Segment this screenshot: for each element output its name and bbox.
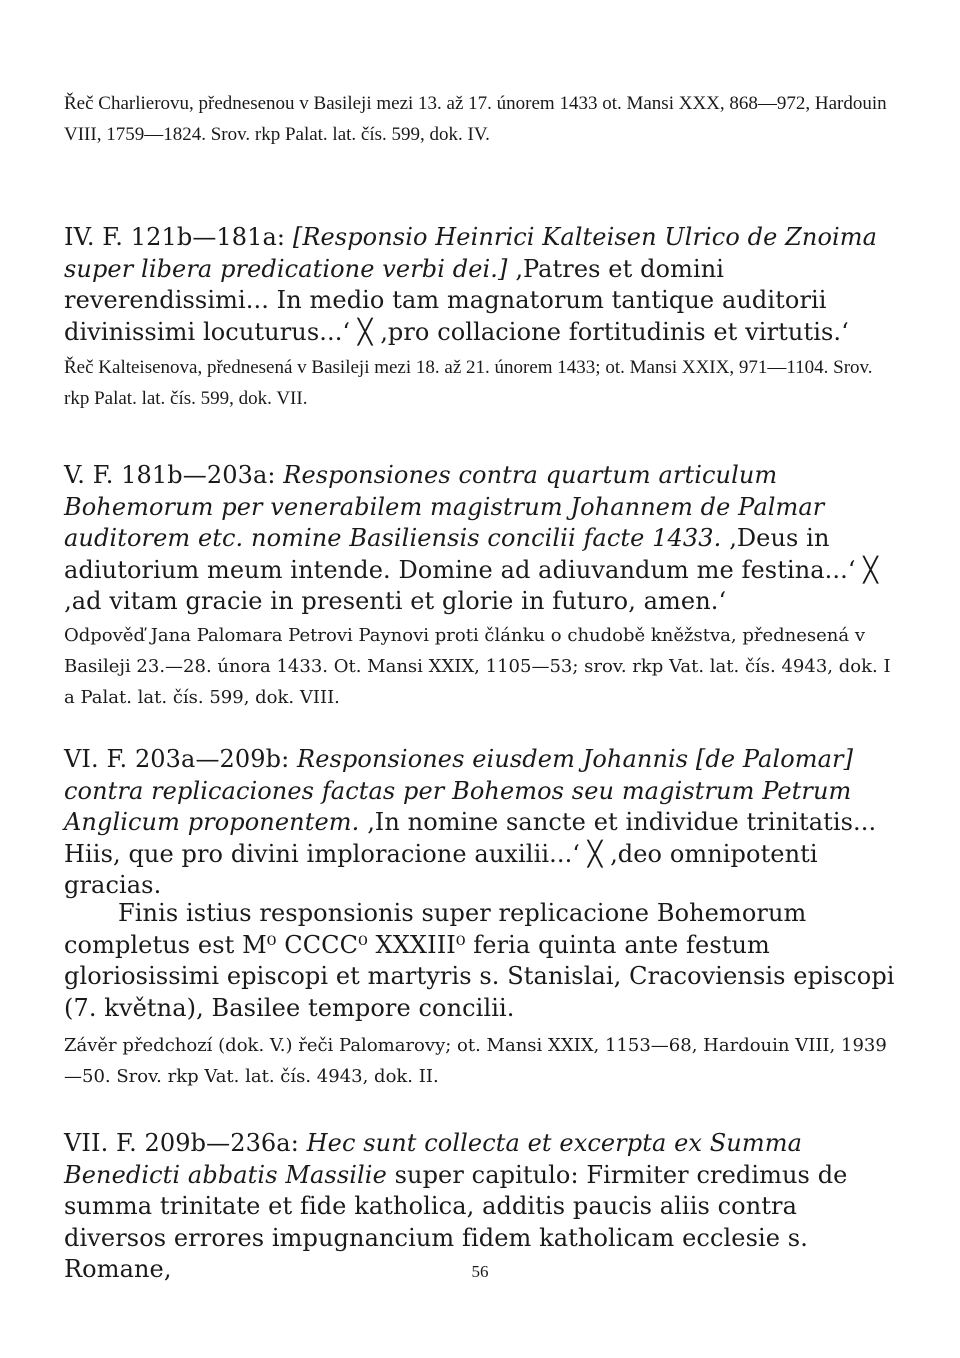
section-vi-text: ‚In nomine sancte et individue trinitatis... Hiis, que pro divini imploracione auxilii...‘ ╳ ‚deo omnipotenti gracias.	[64, 808, 877, 899]
section-vii-text: super capitulo: Firmiter credimus de summa trinitate et fide katholica, additis paucis aliis contra diversos errores impugnancium fidem katholicam ecclesie s. Romane,	[64, 1160, 848, 1283]
section-iv-lead: IV. F. 121b—181a:	[64, 223, 293, 251]
note-palomar: Odpověď Jana Palomara Petrovi Paynovi proti článku o chudobě kněžstva, přednesená v Basileji 23.—28. února 1433. Ot. Mansi XXIX, 1105—53; srov. rkp Vat. lat. čís. 4943, dok. I a Palat. lat. čís. 599, dok. VIII.	[64, 625, 891, 708]
note-kalteisen: Řeč Kalteisenova, přednesená v Basileji mezi 18. až 21. únorem 1433; ot. Mansi XXIX, 971—1104. Srov. rkp Palat. lat. čís. 599, dok. VII.	[64, 357, 873, 409]
section-iv-text: ‚Patres et domini reverendissimi... In medio tam magnatorum tantique auditorii divinissimi locuturus...‘ ╳ ‚pro collacione fortitudinis et virtutis.‘	[64, 254, 849, 346]
section-iv	[64, 222, 896, 348]
finis-paragraph: Finis istius responsionis super replicacione Bohemorum completus est M⁰ CCCC⁰ XXXIII⁰ feria quinta ante festum gloriosissimi episcopi et martyris s. Stanislai, Cracoviensis episcopi (7. května), Basilee tempore concilii.	[64, 899, 895, 1022]
section-v-lead: V. F. 181b—203a:	[64, 461, 284, 489]
section-vii-title: Hec sunt collecta et excerpta ex Summa Benedicti abbatis Massilie	[64, 1129, 802, 1189]
page-number: 56	[471, 1262, 489, 1281]
section-vi-lead: VI. F. 203a—209b:	[64, 745, 298, 773]
section-v-title: Responsiones contra quartum articulum Bohemorum per venerabilem magistrum Johannem de Palmar auditorem etc. nomine Basiliensis concilii facte 1433.	[64, 461, 825, 552]
section-v	[64, 460, 896, 618]
note-zaver: Závěr předchozí (dok. V.) řeči Palomarovy; ot. Mansi XXIX, 1153—68, Hardouin VIII, 1939—50. Srov. rkp Vat. lat. čís. 4943, dok. II.	[64, 1035, 887, 1087]
section-iv-title: [Responsio Heinrici Kalteisen Ulrico de Znoima super libera predicatione verbi dei.]	[64, 223, 878, 283]
section-vi	[64, 744, 896, 902]
section-vii-lead: VII. F. 209b—236a:	[64, 1129, 307, 1157]
section-v-text: ‚Deus in adiutorium meum intende. Domine ad adiuvandum me festina...‘ ╳ ‚ad vitam gracie in presenti et glorie in futuro, amen.‘	[64, 524, 878, 615]
section-vi-title: Responsiones eiusdem Johannis [de Palomar] contra replicaciones factas per Bohemos seu magistrum Petrum Anglicum proponentem.	[64, 745, 854, 836]
note-charlier: Řeč Charlierovu, přednesenou v Basileji mezi 13. až 17. únorem 1433 ot. Mansi XXX, 868—972, Hardouin VIII, 1759—1824. Srov. rkp Palat. lat. čís. 599, dok. IV.	[64, 93, 887, 145]
